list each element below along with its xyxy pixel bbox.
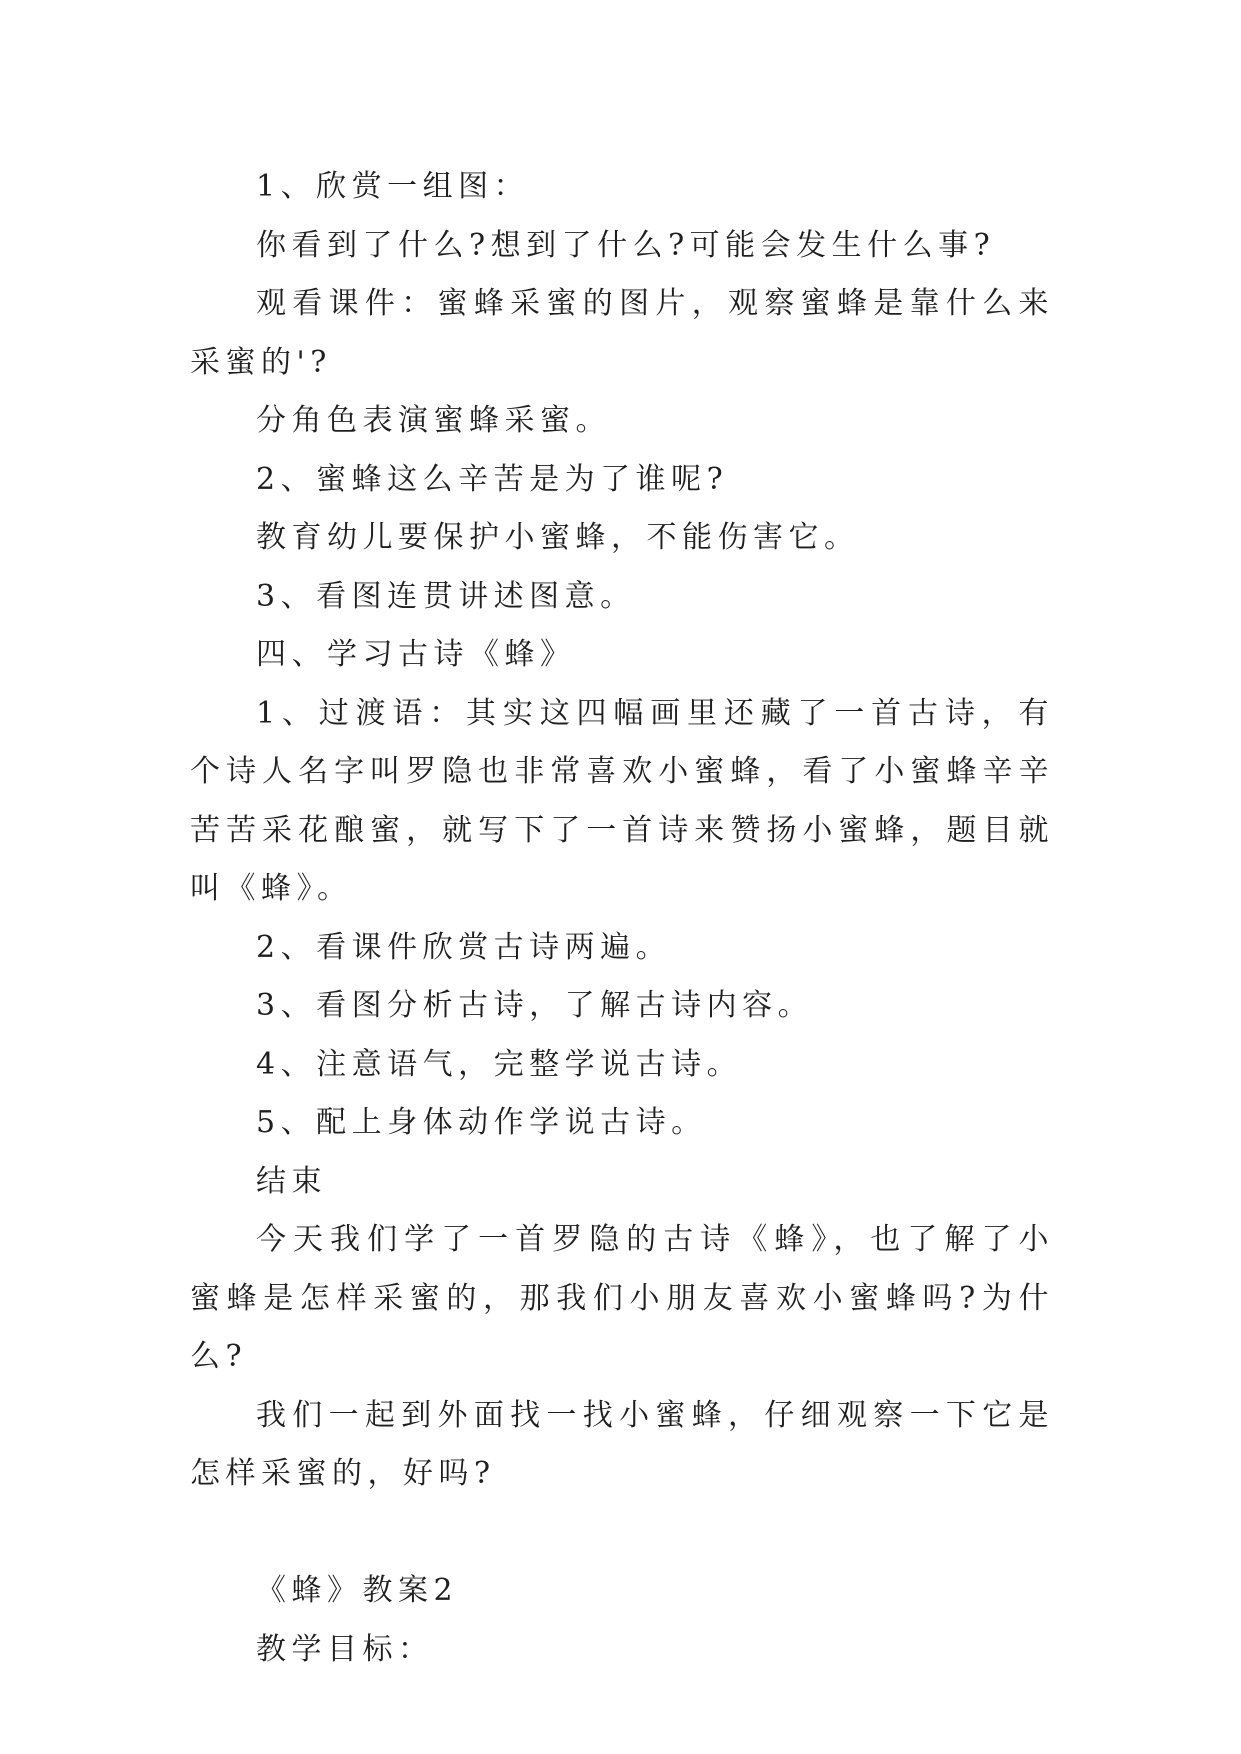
- paragraph: 我们一起到外面找一找小蜜蜂，仔细观察一下它是怎样采蜜的，好吗?: [190, 1397, 1054, 1491]
- paragraph: 3、看图分析古诗，了解古诗内容。: [256, 988, 814, 1023]
- document-title: 《蜂》教案2: [256, 1573, 459, 1608]
- paragraph: 5、配上身体动作学说古诗。: [256, 1105, 707, 1140]
- paragraph: 教学目标：: [256, 1631, 434, 1667]
- paragraph: 3、看图连贯讲述图意。: [256, 578, 636, 614]
- paragraph: 教育幼儿要保护小蜜蜂，不能伤害它。: [256, 520, 860, 555]
- blank-line: [190, 1504, 1054, 1563]
- paragraph: 观看课件：蜜蜂采蜜的图片，观察蜜蜂是靠什么来采蜜的'?: [190, 286, 1054, 380]
- paragraph: 1、欣赏一组图：: [256, 169, 530, 204]
- paragraph: 今天我们学了一首罗隐的古诗《蜂》，也了解了小蜜蜂是怎样采蜜的，那我们小朋友喜欢小蜜蜂吗?为什么?: [190, 1222, 1054, 1374]
- section-heading: 结束: [256, 1163, 327, 1199]
- paragraph: 1、过渡语：其实这四幅画里还藏了一首古诗，有个诗人名字叫罗隐也非常喜欢小蜜蜂，看了小蜜蜂辛辛苦苦采花酿蜜，就写下了一首诗来赞扬小蜜蜂，题目就叫《蜂》。: [190, 695, 1054, 906]
- document-body: [190, 158, 1054, 1679]
- section-heading: 四、学习古诗《蜂》: [256, 637, 576, 672]
- paragraph: 分角色表演蜜蜂采蜜。: [256, 403, 611, 438]
- paragraph: 2、看课件欣赏古诗两遍。: [256, 929, 672, 965]
- paragraph: 2、蜜蜂这么辛苦是为了谁呢?: [256, 461, 729, 497]
- paragraph: 4、注意语气，完整学说古诗。: [256, 1046, 743, 1082]
- paragraph: 你看到了什么?想到了什么?可能会发生什么事?: [256, 227, 996, 263]
